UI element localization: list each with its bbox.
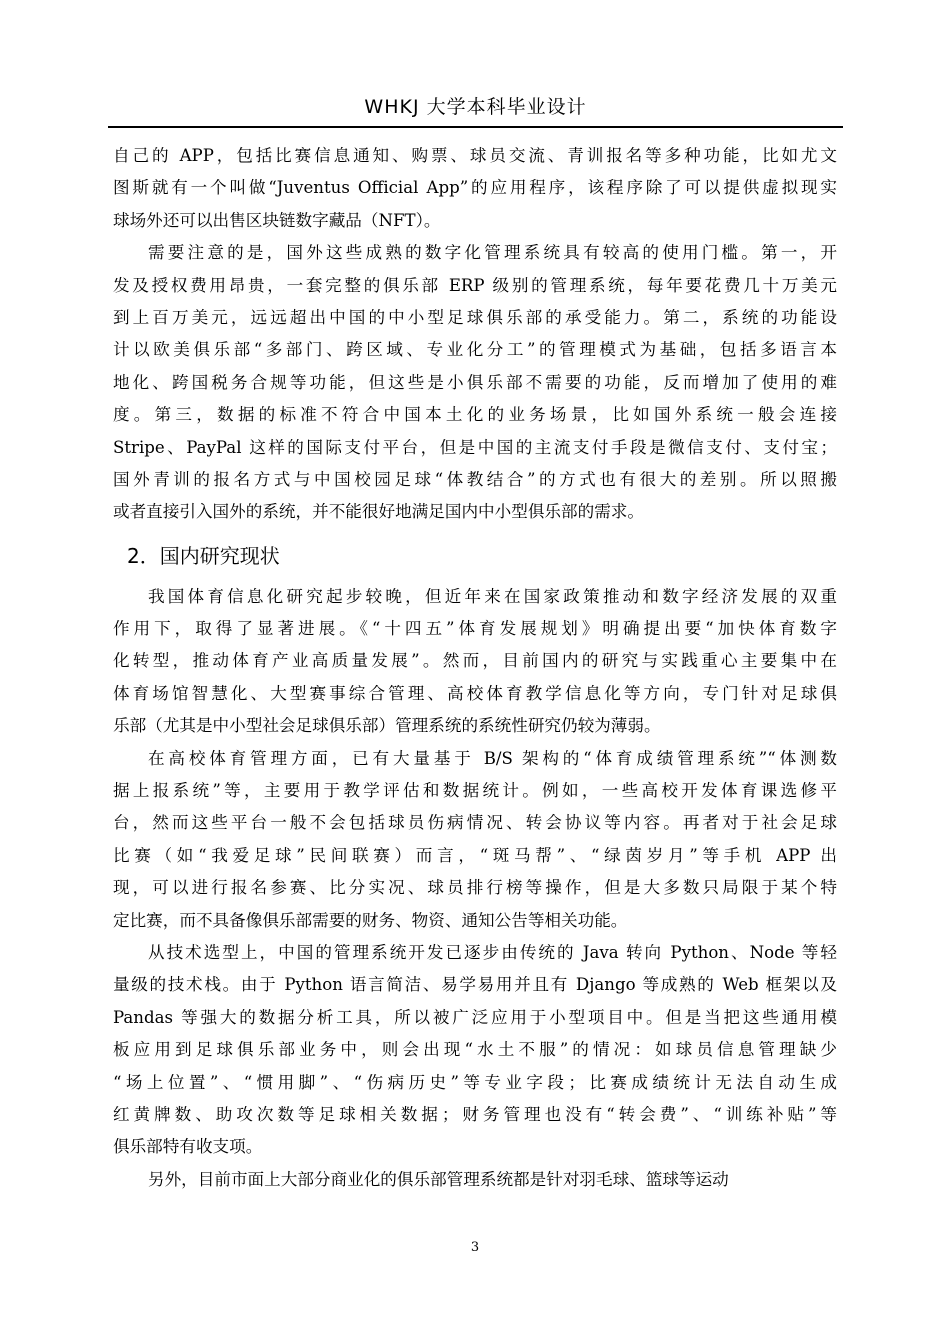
paragraph-line: 或者直接引入国外的系统，并不能很好地满足国内中小型俱乐部的需求。 — [113, 502, 644, 522]
paragraph — [113, 937, 837, 1164]
page-number: 3 — [470, 1240, 480, 1255]
paragraph-line: 比赛（如“我爱足球”民间联赛）而言，“斑马帮”、“绿茵岁月”等手机 APP 出 — [113, 845, 837, 865]
document-body — [113, 140, 837, 1196]
paragraph-line: 量级的技术栈。由于 Python 语言简洁、易学易用并且有 Django 等成熟的 Web 框架以及 — [113, 975, 837, 995]
paragraph — [113, 237, 837, 529]
intro-section — [113, 140, 837, 529]
paragraph-line: 在高校体育管理方面，已有大量基于 B/S 架构的“体育成绩管理系统”“体测数 — [148, 748, 837, 768]
paragraph-line: 板应用到足球俱乐部业务中，则会出现“水土不服”的情况：如球员信息管理缺少 — [113, 1040, 837, 1060]
paragraph-line: 据上报系统”等，主要用于教学评估和数据统计。例如，一些高校开发体育课选修平 — [113, 781, 837, 801]
paragraph-line: 计以欧美俱乐部“多部门、跨区域、专业化分工”的管理模式为基础，包括多语言本 — [113, 340, 837, 360]
paragraph-line: 需要注意的是，国外这些成熟的数字化管理系统具有较高的使用门槛。第一，开 — [148, 243, 837, 263]
paragraph-line: 度。第三，数据的标准不符合中国本土化的业务场景，比如国外系统一般会连接 — [113, 405, 837, 425]
paragraph — [113, 581, 837, 743]
section-heading: 2．国内研究现状 — [127, 543, 280, 568]
paragraph-line: Pandas 等强大的数据分析工具，所以被广泛应用于小型项目中。但是当把这些通用模 — [113, 1007, 837, 1027]
header-title: WHKJ 大学本科毕业设计 — [364, 96, 587, 118]
paragraph-line: 发及授权费用昂贵，一套完整的俱乐部 ERP 级别的管理系统，每年要花费几十万美元 — [113, 275, 837, 295]
paragraph-line: 定比赛，而不具备像俱乐部需要的财务、物资、通知公告等相关功能。 — [113, 910, 628, 930]
page-header — [108, 92, 843, 128]
paragraph-line: 自己的 APP，包括比赛信息通知、购票、球员交流、青训报名等多种功能，比如尤文 — [113, 146, 837, 165]
paragraph-line: 从技术选型上，中国的管理系统开发已逐步由传统的 Java 转向 Python、Node 等轻 — [148, 942, 837, 962]
paragraph-line: 我国体育信息化研究起步较晚，但近年来在国家政策推动和数字经济发展的双重 — [148, 586, 837, 606]
paragraph-line: 红黄牌数、助攻次数等足球相关数据；财务管理也没有“转会费”、“训练补贴”等 — [113, 1104, 837, 1124]
paragraph-line: 地化、跨国税务合规等功能，但这些是小俱乐部不需要的功能，反而增加了使用的难 — [113, 372, 837, 392]
paragraph-line: 台，然而这些平台一般不会包括球员伤病情况、转会协议等内容。再者对于社会足球 — [113, 813, 837, 833]
paragraph-line: 球场外还可以出售区块链数字藏品（NFT）。 — [113, 210, 441, 230]
domestic-research-section — [113, 581, 837, 1196]
paragraph-line: 现，可以进行报名参赛、比分实况、球员排行榜等操作，但是大多数只局限于某个特 — [113, 878, 837, 898]
paragraph-line: “场上位置”、“惯用脚”、“伤病历史”等专业字段；比赛成绩统计无法自动生成 — [113, 1072, 837, 1092]
paragraph-line: 到上百万美元，远远超出中国的中小型足球俱乐部的承受能力。第二，系统的功能设 — [113, 307, 837, 327]
paragraph — [113, 140, 837, 237]
paragraph-line: 国外青训的报名方式与中国校园足球“体教结合”的方式也有很大的差别。所以照搬 — [113, 469, 837, 489]
paragraph — [113, 1164, 837, 1196]
paragraph-line: 乐部（尤其是中小型社会足球俱乐部）管理系统的系统性研究仍较为薄弱。 — [113, 716, 661, 736]
paragraph-line: 另外，目前市面上大部分商业化的俱乐部管理系统都是针对羽毛球、篮球等运动 — [148, 1169, 729, 1189]
paragraph-line: 体育场馆智慧化、大型赛事综合管理、高校体育教学信息化等方向，专门针对足球俱 — [113, 683, 837, 703]
paragraph-line: 图斯就有一个叫做“Juventus Official App”的应用程序，该程序除了可以提供虚拟现实 — [113, 178, 837, 198]
paragraph-line: 俱乐部特有收支项。 — [113, 1137, 263, 1157]
paragraph-line: Stripe、PayPal 这样的国际支付平台，但是中国的主流支付手段是微信支付、支付宝； — [113, 437, 837, 457]
paragraph — [113, 743, 837, 937]
paragraph-line: 作用下，取得了显著进展。《“十四五”体育发展规划》明确提出要“加快体育数字 — [113, 619, 837, 639]
paragraph-line: 化转型，推动体育产业高质量发展”。然而，目前国内的研究与实践重心主要集中在 — [113, 651, 837, 671]
